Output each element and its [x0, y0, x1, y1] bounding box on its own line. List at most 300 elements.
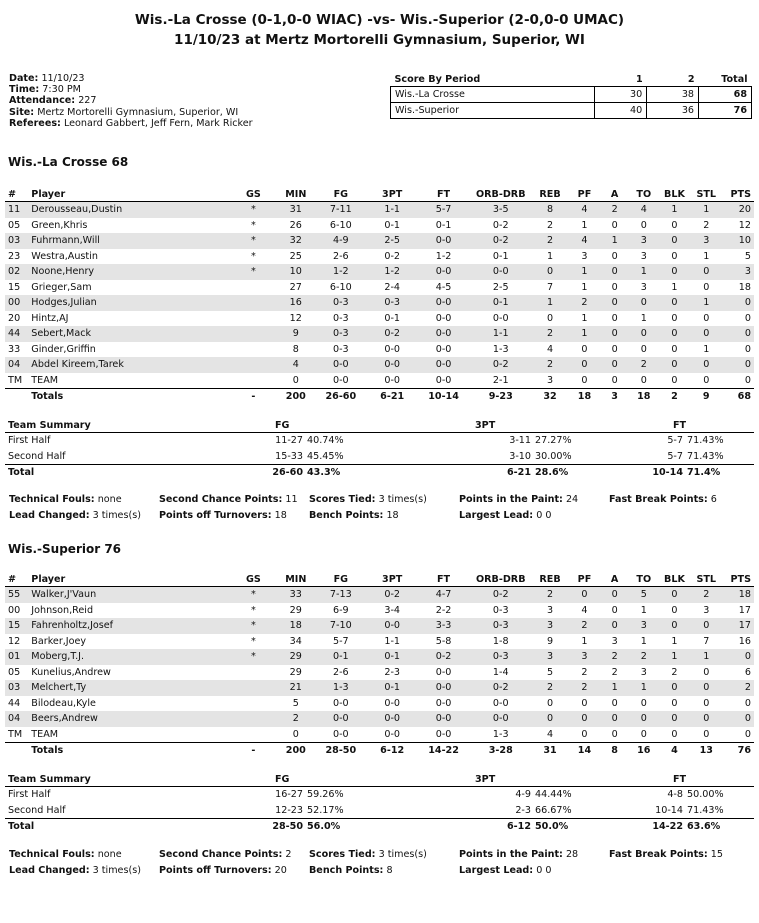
second-chance-points-stat [159, 492, 309, 508]
minutes: 5 [292, 697, 299, 709]
assists: 0 [600, 264, 629, 280]
fg-percentage: 45.45% [307, 450, 344, 462]
bench-points-stat [309, 863, 459, 879]
player-row [5, 649, 754, 665]
jersey-number: 44 [5, 326, 28, 342]
assists: 1 [600, 680, 629, 696]
assists: 0 [600, 618, 629, 634]
personal-fouls: 1 [569, 264, 601, 280]
player-name: TEAM [28, 373, 229, 389]
field-goals: 6-9 [332, 604, 349, 616]
rebounds-off-def-header: ORB-DRB [470, 572, 531, 587]
turnovers: 0 [629, 727, 659, 743]
total-free-throws: 10-14 [428, 391, 459, 403]
summary-row-label: Second Half [8, 450, 66, 462]
jersey-number: 01 [5, 649, 28, 665]
minutes: 0 [277, 373, 314, 389]
blocks: 0 [659, 680, 691, 696]
turnovers: 0 [629, 326, 659, 342]
player-row [5, 727, 754, 743]
blocks: 0 [671, 697, 678, 709]
starter-mark [230, 711, 278, 727]
totals-label: Totals [31, 745, 64, 757]
total-turnovers: 16 [637, 745, 651, 757]
personal-fouls: 0 [581, 697, 588, 709]
team-summary-label: Team Summary [5, 419, 235, 433]
jersey-number: 05 [8, 666, 21, 678]
largest-lead-label: Largest Lead: [459, 865, 534, 876]
total-assists: 8 [611, 745, 618, 757]
starter-mark [230, 665, 278, 681]
scores-tied-label: Scores Tied: [309, 494, 376, 505]
jersey-number: 20 [8, 312, 21, 324]
attendance-value: 227 [78, 95, 97, 107]
rebounds: 9 [546, 635, 554, 647]
points: 0 [722, 357, 754, 373]
assists: 0 [600, 295, 629, 311]
3pt-percentage: 28.6% [535, 465, 635, 481]
site-label: Site: [9, 106, 35, 118]
steals: 7 [703, 635, 710, 647]
player-name: Fuhrmann,Will [28, 233, 229, 249]
free-throws: 3-3 [417, 618, 470, 634]
minutes: 26 [289, 219, 302, 231]
fg-percentage: 43.3% [307, 465, 447, 481]
turnovers: 2 [629, 649, 659, 665]
starter-mark: * [230, 264, 278, 280]
rebounds: 1 [531, 295, 568, 311]
largest-lead-stat [459, 508, 609, 524]
points-off-turnovers-label: Points off Turnovers: [159, 510, 272, 521]
assists: 0 [611, 281, 618, 293]
assists: 0 [600, 587, 629, 603]
scores-tied-stat [309, 847, 459, 863]
fg-made-attempted: 12-23 [275, 804, 303, 816]
technical-fouls-label: Technical Fouls: [9, 849, 95, 860]
field-goals: 1-3 [314, 680, 367, 696]
three-pointers: 0-2 [367, 326, 417, 342]
fg-made-attempted: 26-60 [235, 465, 307, 481]
summary-row-label: First Half [8, 789, 51, 801]
steals: 1 [703, 343, 710, 355]
personal-fouls: 1 [581, 635, 588, 647]
ft-made-attempted: 14-22 [635, 819, 687, 835]
minutes: 16 [277, 295, 314, 311]
total-free-throws: 14-22 [428, 745, 459, 757]
steals: 3 [690, 233, 722, 249]
steals-header: STL [690, 572, 722, 587]
jersey-number: 33 [8, 343, 21, 355]
turnovers-header: TO [629, 572, 659, 587]
second-chance-points-value: 11 [285, 494, 298, 505]
personal-fouls: 3 [569, 649, 601, 665]
jersey-number: 15 [5, 618, 28, 634]
lead-changed-stat [9, 508, 159, 524]
jersey-number: 03 [5, 680, 28, 696]
period-team: Wis.-La Crosse [391, 87, 595, 103]
jersey-number: 03 [5, 233, 28, 249]
fast-break-points-stat [609, 847, 754, 863]
total-rebounds: 31 [543, 745, 557, 757]
three-pointers: 0-3 [367, 295, 417, 311]
turnovers: 4 [629, 202, 659, 218]
minutes-header: MIN [277, 572, 314, 587]
turnovers: 0 [629, 373, 659, 389]
rebounds-header: REB [531, 187, 568, 202]
three-pointers-header: 3PT [367, 572, 417, 587]
blocks: 2 [671, 666, 678, 678]
points-off-turnovers-value: 18 [274, 510, 287, 521]
blocks: 0 [659, 295, 691, 311]
three-pointers-header: 3PT [367, 187, 417, 202]
jersey-number: 12 [8, 635, 21, 647]
blocks-header: BLK [659, 572, 691, 587]
player-name-header: Player [28, 187, 229, 202]
steals: 0 [690, 680, 722, 696]
blocks: 0 [671, 312, 678, 324]
second-chance-points-value: 2 [285, 849, 292, 860]
fg-made-attempted: 11-27 [275, 435, 303, 447]
period-score-row [391, 103, 752, 119]
total-assists: 3 [611, 391, 618, 403]
three-pointers: 0-0 [367, 618, 417, 634]
minutes: 2 [277, 711, 314, 727]
player-name: Johnson,Reid [31, 604, 94, 616]
points-in-paint-stat [459, 492, 609, 508]
player-row [5, 342, 754, 358]
total-blocks: 4 [671, 745, 678, 757]
starter-mark-header: GS [230, 572, 278, 587]
three-pointers: 1-1 [384, 635, 401, 647]
player-name-header: Player [28, 572, 229, 587]
summary-header-row [5, 773, 754, 787]
three-pointers: 2-5 [367, 233, 417, 249]
turnovers: 0 [640, 697, 647, 709]
personal-fouls: 4 [581, 604, 588, 616]
player-row [5, 373, 754, 389]
free-throws: 0-2 [417, 649, 470, 665]
turnovers: 0 [629, 295, 659, 311]
free-throws-header: FT [417, 572, 470, 587]
starter-mark [230, 326, 278, 342]
player-row [5, 711, 754, 727]
first-half-row [5, 433, 754, 449]
field-goals: 6-10 [329, 281, 352, 293]
free-throws: 2-2 [435, 604, 452, 616]
personal-fouls: 0 [581, 343, 588, 355]
field-goals: 0-3 [332, 312, 349, 324]
game-title: Wis.-La Crosse (0-1,0-0 WIAC) -vs- Wis.-Superior (2-0,0-0 UMAC) [134, 12, 625, 28]
jersey-number: 15 [8, 281, 21, 293]
rebounds-off-def: 0-1 [492, 250, 509, 262]
rebounds: 2 [531, 587, 568, 603]
player-row [5, 587, 754, 603]
player-name: Hintz,AJ [31, 312, 69, 324]
blocks: 0 [659, 618, 691, 634]
jersey-number: 02 [5, 264, 28, 280]
3pt-made-attempted: 3-11 [509, 435, 531, 447]
steals: 0 [690, 711, 722, 727]
totals-row [5, 389, 754, 405]
fast-break-points-label: Fast Break Points: [609, 849, 708, 860]
score-by-period-label: Score By Period [391, 73, 595, 87]
period-2-score: 38 [647, 87, 699, 103]
free-throws: 0-0 [417, 264, 470, 280]
rebounds: 5 [546, 666, 554, 678]
rebounds-off-def: 0-3 [492, 604, 509, 616]
three-pointers: 2-3 [384, 666, 401, 678]
rebounds-off-def: 3-5 [470, 202, 531, 218]
steals: 0 [690, 357, 722, 373]
jersey-number: 00 [5, 295, 28, 311]
points: 0 [744, 697, 751, 709]
turnovers: 0 [640, 343, 647, 355]
3pt-percentage: 27.27% [535, 435, 572, 447]
steals-header: STL [690, 187, 722, 202]
starter-mark [230, 680, 278, 696]
blocks: 1 [659, 202, 691, 218]
fast-break-points-value: 6 [710, 494, 717, 505]
period-2-header: 2 [647, 73, 699, 87]
ft-made-attempted: 10-14 [655, 804, 683, 816]
assists-header: A [600, 572, 629, 587]
points-in-paint-stat [459, 847, 609, 863]
period-total-score: 68 [699, 87, 752, 103]
rebounds-off-def: 1-1 [470, 326, 531, 342]
blocks: 0 [659, 357, 691, 373]
points: 0 [722, 711, 754, 727]
personal-fouls: 2 [569, 295, 601, 311]
field-goals: 7-10 [314, 618, 367, 634]
total-steals: 13 [699, 745, 713, 757]
points: 12 [738, 219, 751, 231]
assists: 3 [611, 635, 618, 647]
jersey-number: 44 [8, 697, 21, 709]
rebounds-off-def-header: ORB-DRB [470, 187, 531, 202]
period-1-score: 40 [595, 103, 647, 119]
starter-mark [230, 373, 278, 389]
points-off-turnovers-stat [159, 508, 309, 524]
total-rebounds-off-def: 9-23 [488, 391, 513, 403]
points-in-paint-value: 28 [565, 849, 579, 860]
player-name: Bilodeau,Kyle [31, 697, 96, 709]
free-throws: 0-0 [435, 312, 452, 324]
team-heading: Wis.-Superior 76 [8, 542, 122, 556]
points: 3 [722, 264, 754, 280]
minutes-header: MIN [277, 187, 314, 202]
turnovers: 3 [629, 618, 659, 634]
period-2-score: 36 [647, 103, 699, 119]
bench-points-label: Bench Points: [309, 865, 384, 876]
steals: 0 [703, 666, 710, 678]
blocks: 0 [659, 233, 691, 249]
player-row [5, 233, 754, 249]
free-throws: 0-0 [417, 373, 470, 389]
assists: 0 [611, 250, 618, 262]
player-row [5, 603, 754, 619]
team-summary-table [5, 419, 754, 481]
minutes: 29 [289, 666, 302, 678]
turnovers: 0 [629, 711, 659, 727]
points-in-paint-label: Points in the Paint: [459, 494, 563, 505]
jersey-number: 23 [8, 250, 21, 262]
player-row [5, 618, 754, 634]
3pt-made-attempted: 4-9 [515, 789, 531, 801]
rebounds-off-def: 2-1 [470, 373, 531, 389]
summary-row-label: Total [5, 465, 235, 481]
field-goals: 6-10 [329, 219, 352, 231]
player-name: Moberg,T.J. [28, 649, 229, 665]
turnovers: 3 [640, 250, 647, 262]
points: 5 [744, 250, 751, 262]
points: 18 [722, 587, 754, 603]
personal-fouls: 4 [569, 202, 601, 218]
largest-lead-value: 0 0 [536, 865, 552, 876]
3pt-percentage: 44.44% [535, 789, 572, 801]
three-pointers: 3-4 [384, 604, 401, 616]
assists: 0 [611, 604, 618, 616]
player-name: Derousseau,Dustin [28, 202, 229, 218]
scores-tied-value: 3 times(s) [378, 849, 427, 860]
jersey-number: 11 [5, 202, 28, 218]
total-minutes: 200 [285, 391, 306, 403]
minutes: 21 [277, 680, 314, 696]
three-pointers: 0-2 [384, 250, 401, 262]
summary-row-label: Second Half [8, 804, 66, 816]
steals: 2 [690, 587, 722, 603]
rebounds-off-def: 0-1 [470, 295, 531, 311]
points: 16 [738, 635, 751, 647]
total-header: Total [699, 73, 752, 87]
ft-percentage: 50.00% [687, 789, 724, 801]
attendance-label: Attendance: [9, 95, 76, 107]
steals: 0 [690, 264, 722, 280]
three-pointers: 0-0 [367, 711, 417, 727]
player-name: Hodges,Julian [28, 295, 229, 311]
minutes: 12 [289, 312, 302, 324]
field-goals: 7-11 [314, 202, 367, 218]
assists: 2 [600, 649, 629, 665]
points: 0 [722, 649, 754, 665]
personal-fouls: 4 [569, 233, 601, 249]
free-throws: 0-0 [435, 666, 452, 678]
player-name: Westra,Austin [31, 250, 98, 262]
personal-fouls-header: PF [569, 572, 601, 587]
steals: 1 [690, 295, 722, 311]
free-throws: 0-0 [417, 680, 470, 696]
steals: 0 [703, 281, 710, 293]
blocks: 0 [659, 587, 691, 603]
team-summary-label: Team Summary [5, 773, 235, 787]
field-goals: 0-0 [314, 373, 367, 389]
field-goals: 4-9 [314, 233, 367, 249]
points: 10 [722, 233, 754, 249]
personal-fouls: 0 [569, 711, 601, 727]
blocks-header: BLK [659, 187, 691, 202]
blocks: 1 [659, 649, 691, 665]
period-1-header: 1 [595, 73, 647, 87]
three-pointers: 1-2 [367, 264, 417, 280]
points: 17 [722, 618, 754, 634]
ft-percentage: 71.4% [687, 465, 754, 481]
player-name: Melchert,Ty [28, 680, 229, 696]
rebounds-off-def: 0-2 [470, 357, 531, 373]
points-off-turnovers-label: Points off Turnovers: [159, 865, 272, 876]
player-name: TEAM [28, 727, 229, 743]
steals: 1 [690, 202, 722, 218]
technical-fouls-label: Technical Fouls: [9, 494, 95, 505]
total-steals: 9 [702, 391, 710, 403]
three-pointers: 0-2 [367, 587, 417, 603]
three-pointers: 0-0 [384, 697, 401, 709]
player-row [5, 218, 754, 234]
player-name: Kunelius,Andrew [31, 666, 111, 678]
site-value: Mertz Mortorelli Gymnasium, Superior, WI [37, 106, 239, 118]
points: 0 [744, 343, 751, 355]
minutes: 18 [277, 618, 314, 634]
free-throws: 0-0 [417, 233, 470, 249]
blocks: 1 [671, 635, 678, 647]
largest-lead-label: Largest Lead: [459, 510, 534, 521]
largest-lead-stat [459, 863, 609, 879]
free-throws: 1-2 [435, 250, 452, 262]
free-throws: 0-0 [435, 343, 452, 355]
fg-percentage: 56.0% [307, 819, 447, 835]
points-off-turnovers-stat [159, 863, 309, 879]
minutes: 8 [292, 343, 299, 355]
team-summary-table [5, 773, 754, 835]
period-total-score: 76 [699, 103, 752, 119]
date-value: 11/10/23 [41, 73, 85, 84]
three-pointers: 0-0 [367, 357, 417, 373]
player-row [5, 696, 754, 712]
three-pointers: 1-1 [367, 202, 417, 218]
free-throws: 0-1 [435, 219, 452, 231]
steals: 0 [690, 618, 722, 634]
second-chance-points-label: Second Chance Points: [159, 849, 283, 860]
jersey-number: TM [5, 727, 28, 743]
period-team: Wis.-Superior [391, 103, 595, 119]
scores-tied-stat [309, 492, 459, 508]
bench-points-value: 8 [386, 865, 393, 876]
bench-points-label: Bench Points: [309, 510, 384, 521]
minutes: 31 [277, 202, 314, 218]
blocks: 1 [671, 281, 678, 293]
box-header-row [5, 572, 754, 587]
rebounds-off-def: 2-5 [492, 281, 509, 293]
3pt-made-attempted: 6-12 [447, 819, 535, 835]
date-label: Date: [9, 73, 39, 84]
rebounds-off-def: 0-0 [470, 711, 531, 727]
three-pointers: 0-1 [367, 649, 417, 665]
rebounds: 4 [531, 727, 568, 743]
player-row [5, 665, 754, 681]
turnovers: 1 [640, 635, 647, 647]
starter-mark: * [251, 250, 256, 262]
fg-made-attempted: 28-50 [235, 819, 307, 835]
3pt-made-attempted: 2-3 [515, 804, 531, 816]
jersey-number: 05 [8, 219, 21, 231]
player-name: Beers,Andrew [28, 711, 229, 727]
points-in-paint-label: Points in the Paint: [459, 849, 563, 860]
total-rebounds: 32 [543, 391, 557, 403]
jersey-number-header: # [5, 187, 28, 202]
player-name: Abdel Kireem,Tarek [28, 357, 229, 373]
jersey-number-header: # [5, 572, 28, 587]
jersey-number: 55 [5, 587, 28, 603]
rebounds: 8 [531, 202, 568, 218]
minutes: 29 [277, 649, 314, 665]
